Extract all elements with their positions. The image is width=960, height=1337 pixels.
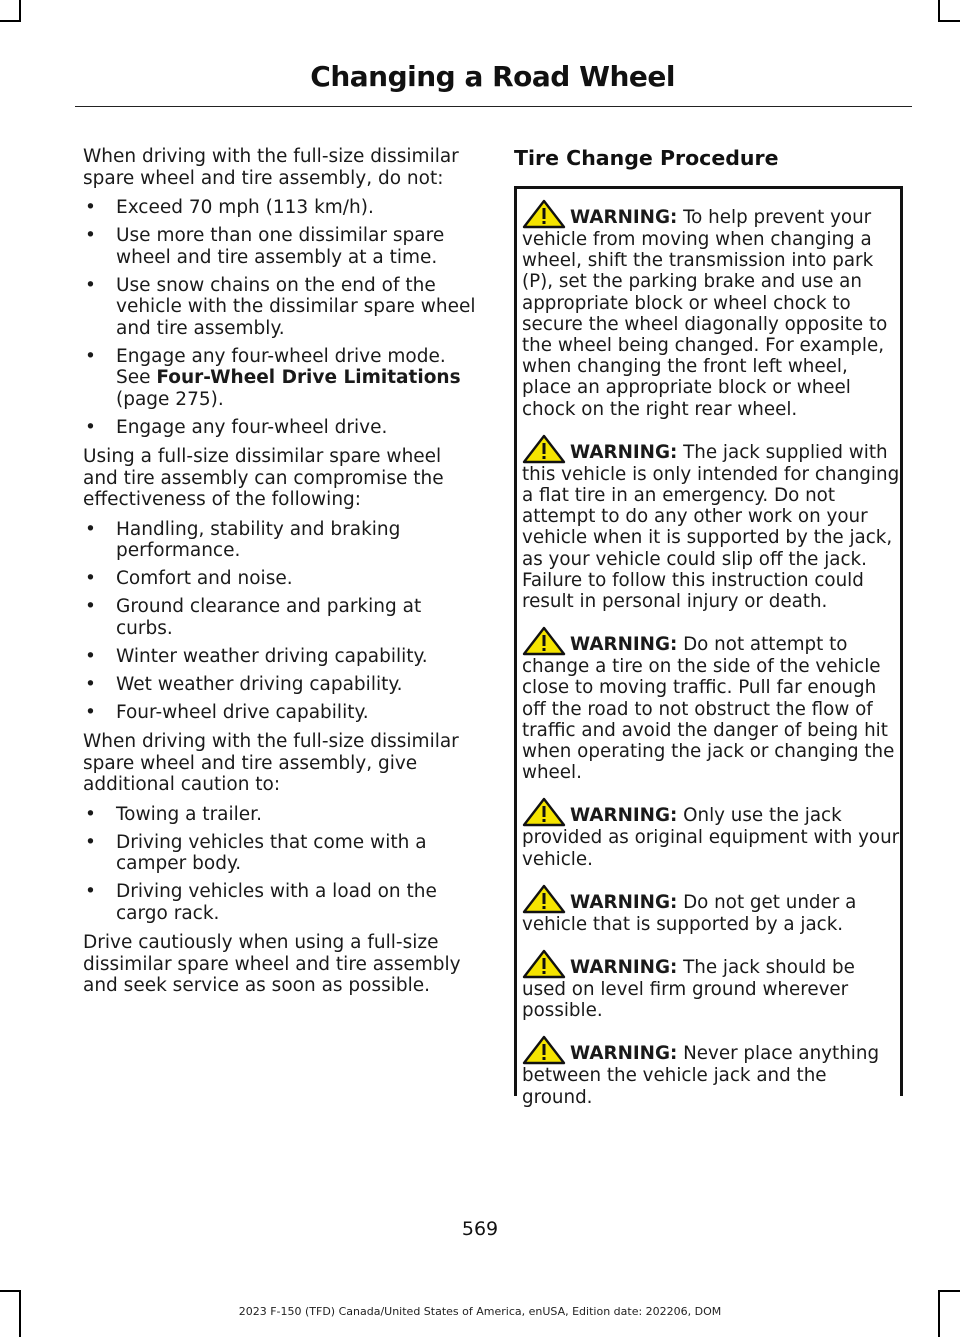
bullet: •	[85, 568, 96, 589]
list-item	[83, 832, 478, 875]
list-item	[83, 346, 478, 411]
warning-list	[522, 199, 902, 1122]
warning-text: The jack should be used on level firm ground wherever possible.	[522, 957, 855, 1022]
page-reference: (page 275).	[116, 388, 224, 410]
warning-text: Do not get under a vehicle that is supported by a jack.	[522, 891, 857, 935]
bullet: •	[85, 518, 96, 540]
warning-item	[522, 434, 902, 612]
list-item	[83, 596, 478, 639]
bullet: •	[85, 225, 96, 246]
bullet: •	[85, 831, 96, 853]
warning-text: The jack supplied with this vehicle is only intended for changing a flat tire in an emergency. Do not attempt to do any other work on your vehicle when it is supported by the jack, as your vehicle could slip off the jack. Failure to follow this instruction could result in personal injury or death.	[522, 441, 900, 613]
bullet: •	[85, 197, 96, 218]
warning-item	[522, 199, 902, 420]
crop-mark	[940, 20, 960, 22]
section-heading: Tire Change Procedure	[514, 146, 779, 170]
warning-item	[522, 1035, 902, 1107]
crop-mark	[0, 1290, 19, 1292]
list-item	[83, 646, 478, 668]
list-item-text: Exceed 70 mph (113 km/h).	[116, 197, 374, 218]
page-title: Changing a Road Wheel	[310, 60, 675, 93]
warning-text: Do not attempt to change a tire on the side of the vehicle close to moving traffic. Pull far enough off the road to not obstruct the flow of traffic and avoid the danger of being hit when operating the jack or changing the wheel.	[522, 634, 895, 784]
bullet: •	[85, 596, 96, 617]
list-item	[83, 197, 478, 219]
crop-mark	[0, 20, 19, 22]
list-item-text: Use snow chains on the end of the vehicle with the dissimilar spare wheel and tire assembly.	[116, 274, 476, 339]
list-item-text: Engage any four-wheel drive.	[116, 416, 388, 438]
list-item	[83, 275, 478, 340]
list-item-text: Driving vehicles that come with a camper body.	[116, 831, 427, 874]
warning-triangle-icon	[522, 949, 566, 979]
list-item-text: Handling, stability and braking performance.	[116, 518, 401, 561]
list-item	[83, 568, 478, 590]
warning-text: Only use the jack provided as original equipment with your vehicle.	[522, 805, 900, 870]
footer-edition-info: 2023 F-150 (TFD) Canada/United States of America, enUSA, Edition date: 202206, DOM	[238, 1305, 722, 1318]
list-item	[83, 225, 478, 268]
list-item-text: Ground clearance and parking at curbs.	[116, 596, 422, 639]
list-item-text: Comfort and noise.	[116, 568, 293, 589]
bullet: •	[85, 881, 96, 902]
crop-mark	[938, 0, 940, 22]
warning-item	[522, 797, 902, 869]
warning-item	[522, 949, 902, 1021]
warning-text: To help prevent your vehicle from moving when changing a wheel, shift the transmission into park (P), set the parking brake and use an appropriate block or wheel chock to secure the wheel diagonally opposite to the wheel being changed. For example, when changing the front left wheel, place an appropriate block or wheel chock on the right rear wheel.	[522, 207, 888, 420]
do-not-list	[83, 197, 478, 438]
intro-paragraph: When driving with the full-size dissimilar spare wheel and tire assembly, do not:	[83, 146, 459, 189]
compromise-paragraph: Using a full-size dissimilar spare wheel and tire assembly can compromise the effectiveness of the following:	[83, 446, 444, 510]
warning-label: WARNING:	[570, 634, 678, 656]
left-column	[83, 146, 478, 1005]
list-item-text: Wet weather driving capability.	[116, 673, 403, 695]
bullet: •	[85, 274, 96, 296]
bullet: •	[85, 345, 96, 367]
header-divider	[75, 106, 912, 107]
crop-mark	[940, 1290, 960, 1292]
list-item	[83, 417, 478, 439]
warning-item	[522, 884, 902, 935]
crop-mark	[19, 0, 21, 22]
list-item-text: Driving vehicles with a load on the cargo rack.	[116, 881, 437, 924]
list-item	[83, 881, 478, 924]
list-item-text: Towing a trailer.	[116, 803, 262, 825]
warning-triangle-icon	[522, 199, 566, 229]
caution-list	[83, 804, 478, 925]
bullet: •	[85, 803, 96, 825]
warning-label: WARNING:	[570, 891, 678, 913]
compromise-list	[83, 519, 478, 724]
page-number: 569	[461, 1218, 499, 1240]
bullet: •	[85, 416, 96, 438]
caution-paragraph: When driving with the full-size dissimilar spare wheel and tire assembly, give additional caution to:	[83, 731, 459, 795]
list-item-text: Engage any four-wheel drive mode. See	[116, 345, 446, 388]
warning-triangle-icon	[522, 434, 566, 464]
warning-label: WARNING:	[570, 441, 678, 463]
warning-label: WARNING:	[570, 207, 678, 228]
bullet: •	[85, 701, 96, 723]
list-item	[83, 804, 478, 826]
closing-paragraph: Drive cautiously when using a full-size dissimilar spare wheel and tire assembly and seek service as soon as possible.	[83, 932, 461, 996]
warning-label: WARNING:	[570, 1043, 678, 1065]
list-item	[83, 674, 478, 696]
list-item	[83, 702, 478, 724]
warning-triangle-icon	[522, 797, 566, 827]
list-item-text: Four-wheel drive capability.	[116, 701, 369, 723]
cross-reference-link[interactable]: Four-Wheel Drive Limitations	[156, 367, 461, 388]
bullet: •	[85, 645, 96, 667]
warning-triangle-icon	[522, 626, 566, 656]
warning-triangle-icon	[522, 884, 566, 914]
warning-text: Never place anything between the vehicle jack and the ground.	[522, 1043, 880, 1108]
list-item	[83, 519, 478, 562]
bullet: •	[85, 673, 96, 695]
list-item-text: Use more than one dissimilar spare wheel and tire assembly at a time.	[116, 225, 445, 268]
list-item-text: Winter weather driving capability.	[116, 645, 428, 667]
warning-triangle-icon	[522, 1035, 566, 1065]
warning-label: WARNING:	[570, 957, 678, 979]
warning-item	[522, 626, 902, 783]
warning-label: WARNING:	[570, 805, 678, 827]
